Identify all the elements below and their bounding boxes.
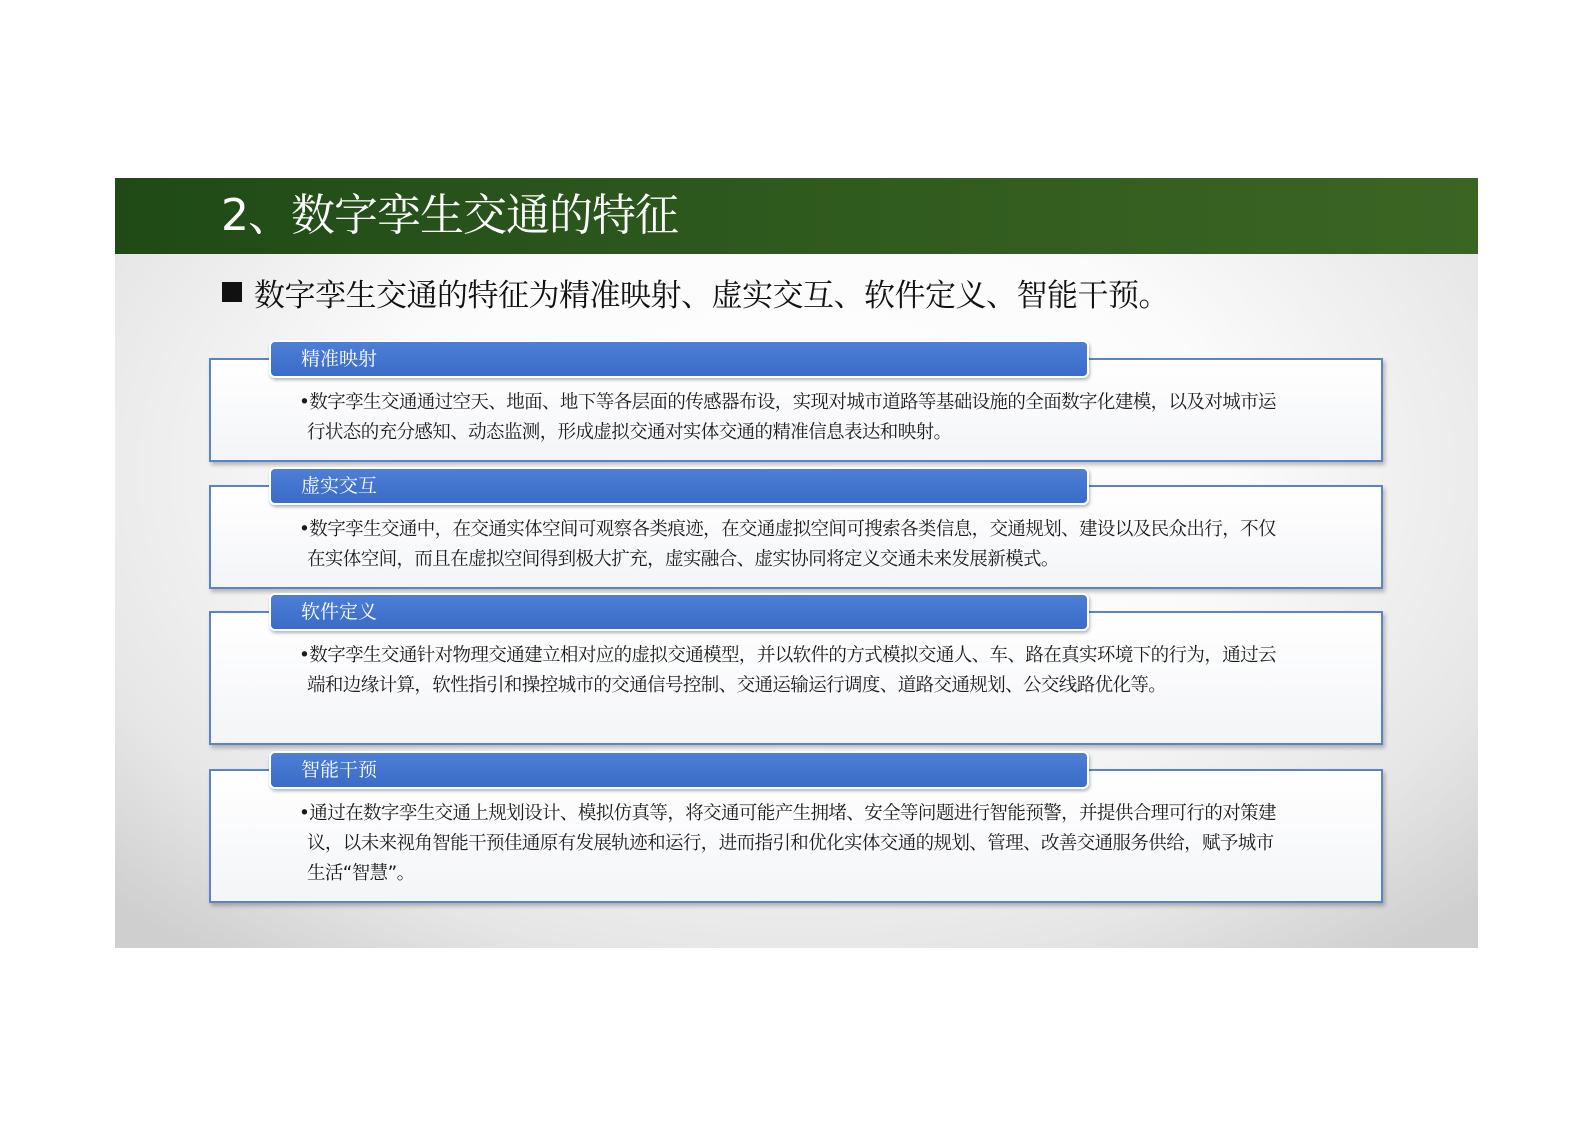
feature-label: 软件定义 bbox=[301, 601, 378, 623]
feature-label: 智能干预 bbox=[301, 759, 378, 781]
feature-header bbox=[269, 340, 1089, 378]
title-bar bbox=[115, 178, 1478, 254]
feature-description: •通过在数字孪生交通上规划设计、模拟仿真等，将交通可能产生拥堵、安全等问题进行智能预警，并提供合理可行的对策建议，以未来视角智能干预佳通原有发展轨迹和运行，进而指引和优化实体交通的规划、管理、改善交通服务供给，赋予城市生活“智慧”。 bbox=[299, 803, 1276, 884]
feature-header bbox=[269, 751, 1089, 789]
slide-title: 2、数字孪生交通的特征 bbox=[221, 190, 678, 241]
feature-description: •数字孪生交通通过空天、地面、地下等各层面的传感器布设，实现对城市道路等基础设施的全面数字化建模，以及对城市运行状态的充分感知、动态监测，形成虚拟交通对实体交通的精准信息表达和映射。 bbox=[299, 392, 1276, 443]
subtitle-row bbox=[222, 270, 1169, 314]
feature-header bbox=[269, 467, 1089, 505]
slide bbox=[115, 178, 1478, 948]
feature-description: •数字孪生交通中，在交通实体空间可观察各类痕迹，在交通虚拟空间可搜索各类信息，交通规划、建设以及民众出行，不仅在实体空间，而且在虚拟空间得到极大扩充，虚实融合、虚实协同将定义交通未来发展新模式。 bbox=[299, 519, 1276, 570]
feature-header bbox=[269, 593, 1089, 631]
feature-label: 虚实交互 bbox=[301, 475, 378, 497]
feature-description: •数字孪生交通针对物理交通建立相对应的虚拟交通模型，并以软件的方式模拟交通人、车、路在真实环境下的行为，通过云端和边缘计算，软性指引和操控城市的交通信号控制、交通运输运行调度、道路交通规划、公交线路优化等。 bbox=[299, 645, 1276, 696]
feature-label: 精准映射 bbox=[301, 348, 378, 370]
subtitle-text: 数字孪生交通的特征为精准映射、虚实交互、软件定义、智能干预。 bbox=[254, 277, 1169, 314]
square-bullet-icon bbox=[222, 282, 242, 302]
